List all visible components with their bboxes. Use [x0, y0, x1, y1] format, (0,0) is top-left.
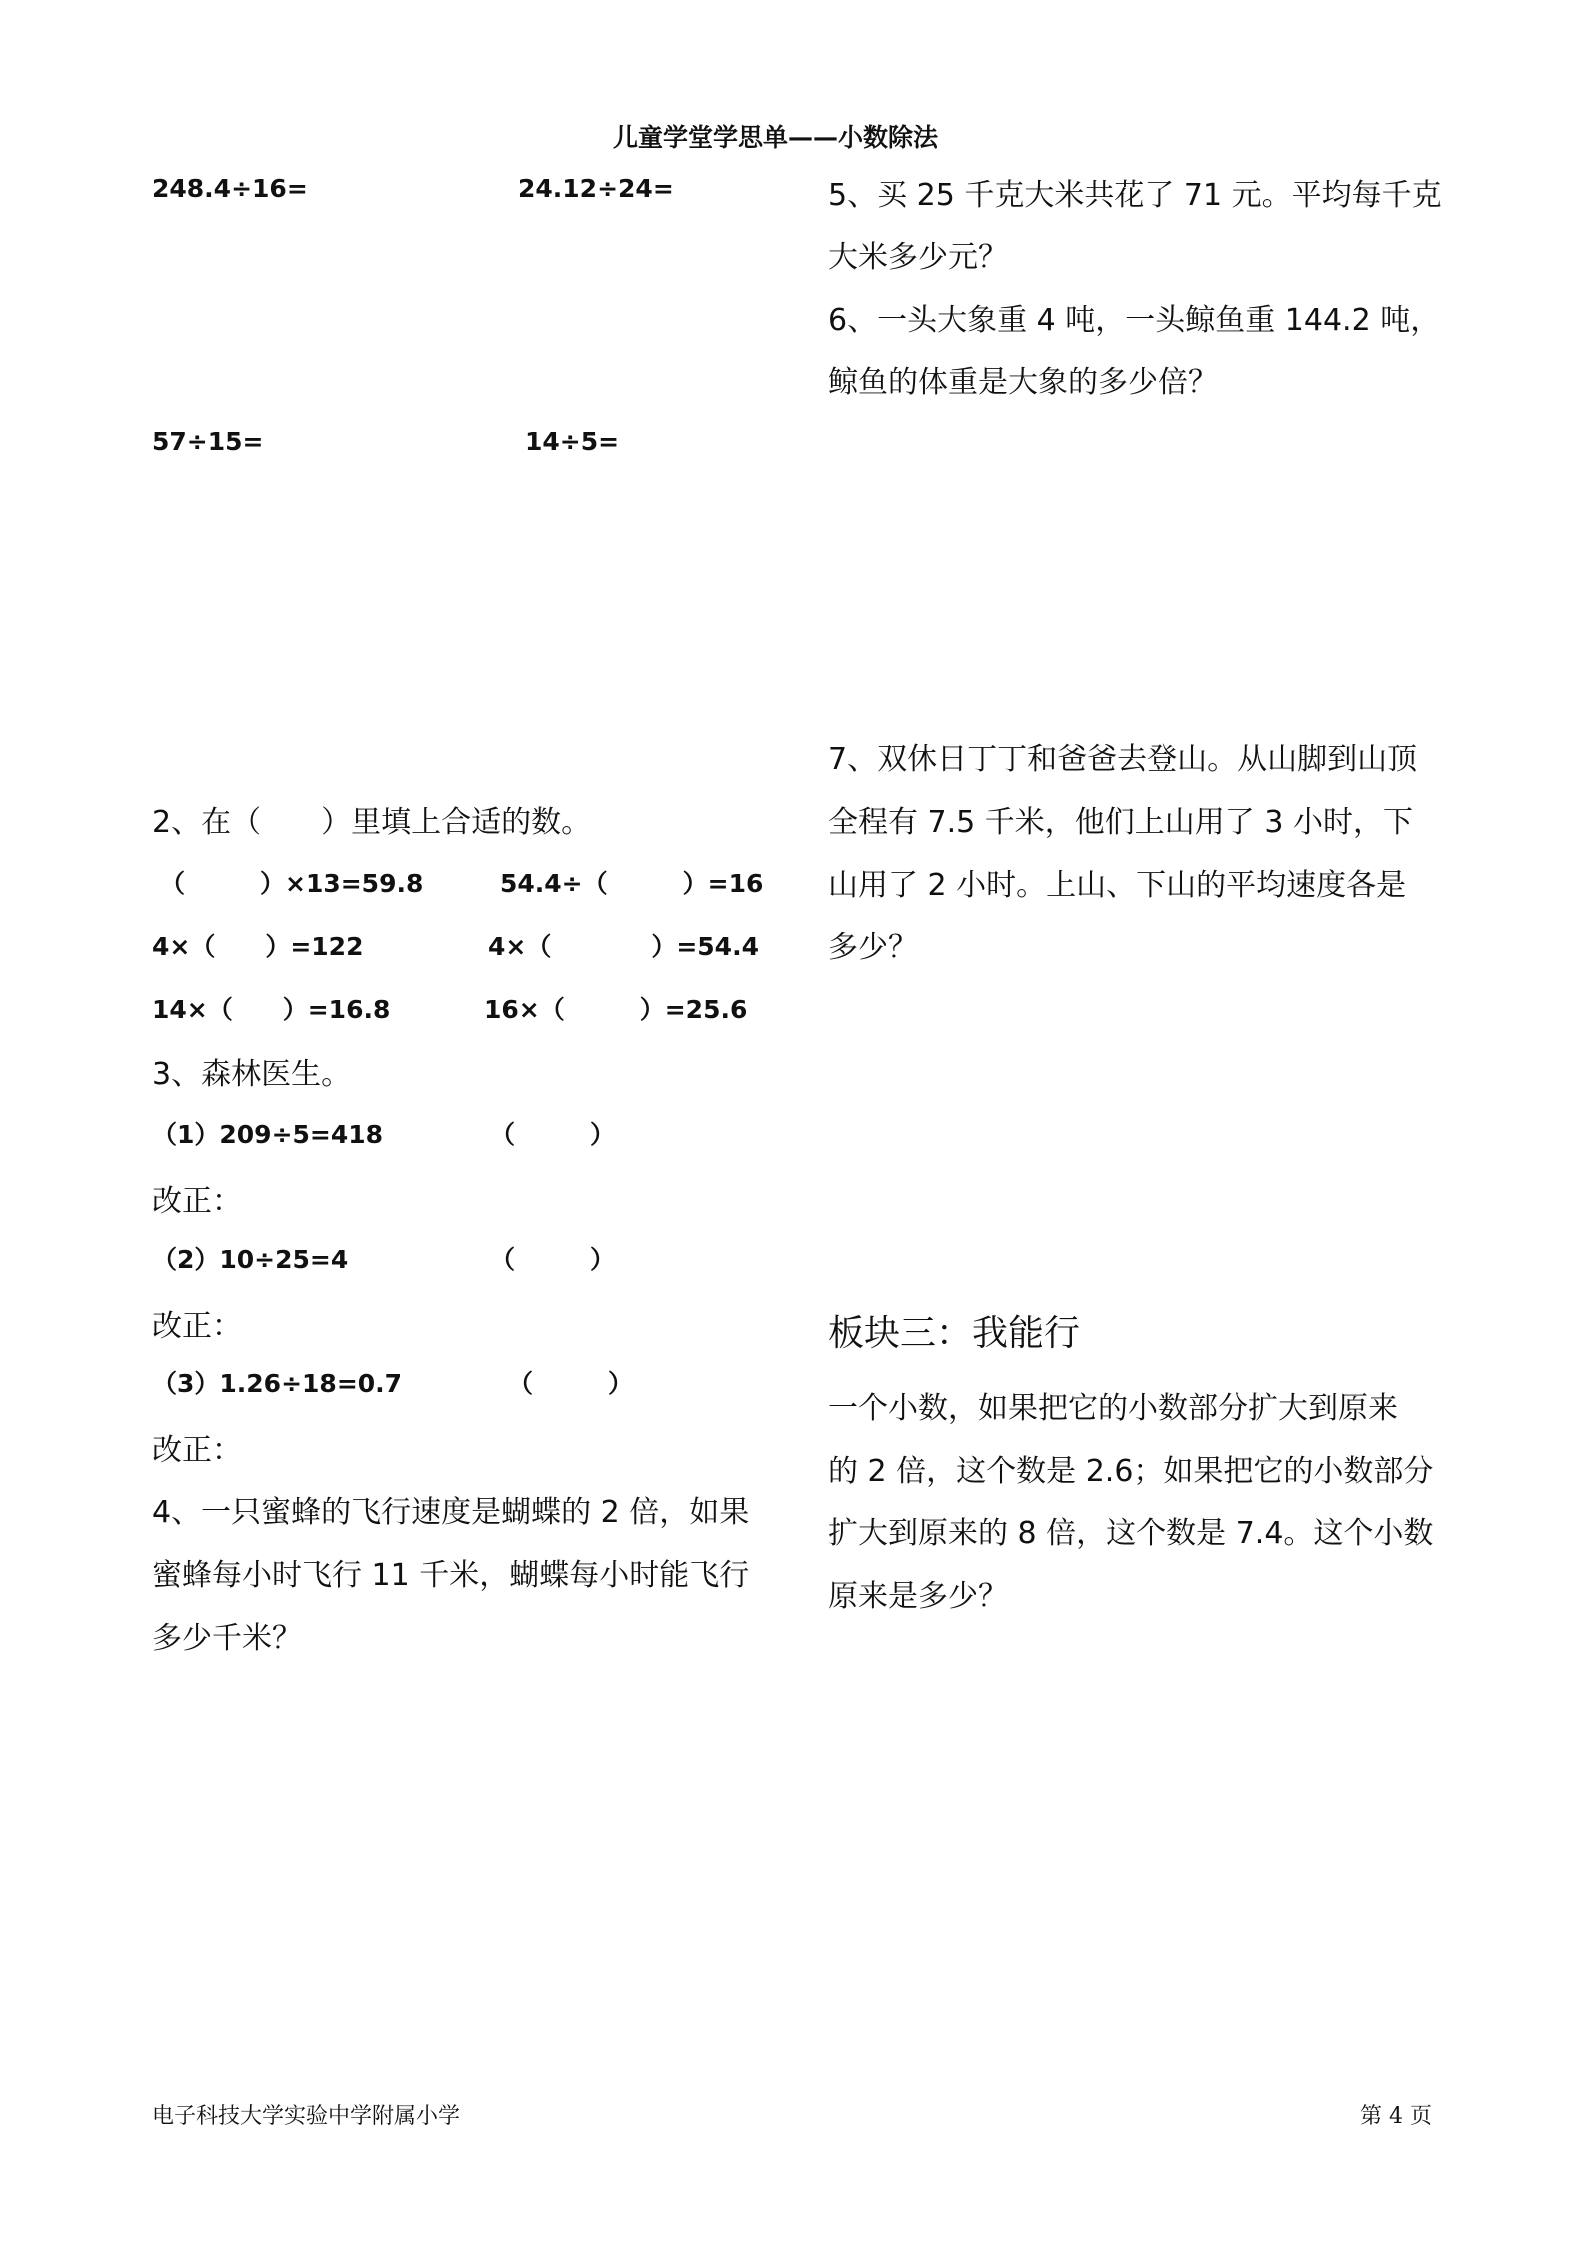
q3-item3: （3）1.26÷18=0.7 — [152, 1369, 403, 1398]
q2-row1-left: （ ）×13=59.8 — [160, 869, 424, 898]
q3-item1-paren: （ ） — [490, 1120, 616, 1149]
q2-row1-right: 54.4÷（ ）=16 — [500, 869, 764, 898]
q6-line1: 6、一头大象重 4 吨，一头鲸鱼重 144.2 吨， — [828, 303, 1441, 338]
q3-item2-paren: （ ） — [490, 1245, 616, 1274]
q2-heading: 2、在（ ）里填上合适的数。 — [152, 805, 592, 840]
q3-item3-fix-label: 改正： — [152, 1433, 242, 1468]
section3-line1: 一个小数，如果把它的小数部分扩大到原来 — [828, 1391, 1398, 1426]
q6-line2: 鲸鱼的体重是大象的多少倍？ — [828, 365, 1218, 400]
q2-row2-right: 4×（ ）=54.4 — [488, 932, 759, 961]
q2-row3-right: 16×（ ）=25.6 — [484, 995, 748, 1024]
q4-line3: 多少千米？ — [152, 1621, 302, 1656]
calc-14-div-5: 14÷5= — [525, 427, 620, 456]
q7-line3: 山用了 2 小时。上山、下山的平均速度各是 — [828, 868, 1407, 903]
calc-248-4-div-16: 248.4÷16= — [152, 174, 308, 203]
q3-item2: （2）10÷25=4 — [152, 1245, 349, 1274]
q3-item1-fix-label: 改正： — [152, 1184, 242, 1219]
section3-line4: 原来是多少？ — [828, 1579, 1008, 1614]
page-title: 儿童学堂学思单——小数除法 — [613, 123, 939, 152]
q7-line2: 全程有 7.5 千米，他们上山用了 3 小时，下 — [828, 805, 1413, 840]
footer-school: 电子科技大学实验中学附属小学 — [152, 2104, 461, 2129]
q3-item2-fix-label: 改正： — [152, 1309, 242, 1344]
section3-line2: 的 2 倍，这个数是 2.6；如果把它的小数部分 — [828, 1454, 1434, 1489]
q2-row3-left: 14×（ ）=16.8 — [152, 995, 391, 1024]
footer-page-number: 第 4 页 — [1360, 2104, 1432, 2129]
calc-24-12-div-24: 24.12÷24= — [518, 174, 674, 203]
calc-57-div-15: 57÷15= — [152, 427, 264, 456]
q5-line1: 5、买 25 千克大米共花了 71 元。平均每千克 — [828, 178, 1442, 213]
q4-line2: 蜜蜂每小时飞行 11 千米，蝴蝶每小时能飞行 — [152, 1558, 750, 1593]
q7-line4: 多少？ — [828, 930, 918, 965]
q7-line1: 7、双休日丁丁和爸爸去登山。从山脚到山顶 — [828, 742, 1418, 777]
q3-item1: （1）209÷5=418 — [152, 1120, 384, 1149]
section3-line3: 扩大到原来的 8 倍，这个数是 7.4。这个小数 — [828, 1516, 1434, 1551]
q2-row2-left: 4×（ ）=122 — [152, 932, 364, 961]
q5-line2: 大米多少元？ — [828, 240, 1008, 275]
q4-line1: 4、一只蜜蜂的飞行速度是蝴蝶的 2 倍，如果 — [152, 1495, 750, 1530]
q3-item3-paren: （ ） — [508, 1369, 634, 1398]
q3-heading: 3、森林医生。 — [152, 1057, 352, 1092]
section3-title: 板块三：我能行 — [828, 1313, 1081, 1354]
